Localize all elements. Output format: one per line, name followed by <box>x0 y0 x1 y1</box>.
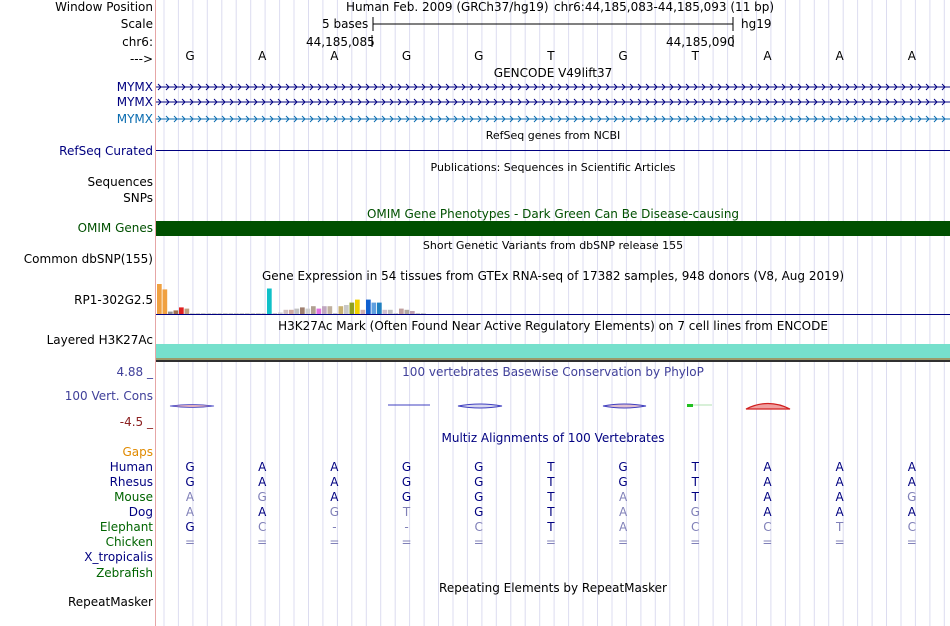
gtex-tissue-bar <box>273 313 278 314</box>
multiz-base: = <box>762 535 773 549</box>
multiz-base: A <box>330 460 339 474</box>
multiz-base: A <box>763 460 772 474</box>
multiz-title[interactable]: Multiz Alignments of 100 Vertebrates <box>441 431 665 445</box>
publications-label-snps[interactable]: SNPs <box>123 191 153 205</box>
multiz-base: G <box>257 490 267 504</box>
multiz-base: G <box>618 475 628 489</box>
multiz-base: T <box>547 460 555 474</box>
gtex-label[interactable]: RP1-302G2.5 <box>74 293 153 307</box>
multiz-base: G <box>329 505 340 519</box>
gtex-tissue-bar <box>201 313 206 314</box>
multiz-species-label[interactable]: Human <box>109 460 153 474</box>
multiz-base: A <box>258 505 267 519</box>
multiz-species-label[interactable]: Dog <box>128 505 153 519</box>
gtex-tissue-bar <box>179 307 184 314</box>
position-text[interactable]: chr6:44,185,083-44,185,093 (11 bp) <box>554 0 775 14</box>
gtex-tissue-bar <box>372 303 377 314</box>
multiz-base: G <box>474 490 484 504</box>
multiz-base: = <box>690 535 701 549</box>
ruler-base: A <box>763 49 772 63</box>
ruler-base: G <box>618 49 628 63</box>
gtex-tissue-bar <box>262 313 267 314</box>
h3k27ac-label[interactable]: Layered H3K27Ac <box>46 333 153 347</box>
gtex-tissue-bar <box>399 309 404 314</box>
gtex-tissue-bar <box>361 310 366 314</box>
multiz-base: = <box>473 535 484 549</box>
ruler-base: G <box>401 49 412 63</box>
multiz-base: G <box>618 460 628 474</box>
gtex-tissue-bar <box>355 300 360 314</box>
gtex-tissue-bar <box>196 313 201 314</box>
multiz-base: A <box>763 475 772 489</box>
multiz-base: A <box>907 475 916 489</box>
ruler-base: T <box>547 49 555 63</box>
phylop-max-label: 4.88 _ <box>116 365 153 379</box>
multiz-base: = <box>906 535 917 549</box>
ruler-base: A <box>907 49 916 63</box>
gtex-bar-chart[interactable] <box>156 284 950 316</box>
gtex-tissue-bar <box>218 313 223 314</box>
gtex-tissue-bar <box>234 313 239 314</box>
gtex-tissue-bar <box>223 313 228 314</box>
multiz-base: = <box>618 535 629 549</box>
multiz-base: G <box>185 520 195 534</box>
gtex-tissue-bar <box>328 306 333 314</box>
multiz-base: T <box>547 505 555 519</box>
gtex-tissue-bar <box>185 309 190 314</box>
publications-label-sequences[interactable]: Sequences <box>87 175 153 189</box>
gtex-tissue-bar <box>322 306 327 314</box>
scale-label: Scale <box>120 17 153 31</box>
gencode-label-3[interactable]: MYMX <box>116 112 153 126</box>
multiz-base: T <box>835 520 844 534</box>
gtex-tissue-bar <box>421 313 426 314</box>
multiz-base: A <box>258 460 267 474</box>
ruler-base: G <box>474 49 484 63</box>
multiz-base: A <box>763 490 772 504</box>
gtex-tissue-bar <box>377 303 382 314</box>
gtex-tissue-bar <box>339 306 344 314</box>
ruler-base: G <box>185 49 195 63</box>
multiz-base: G <box>690 505 700 519</box>
assembly-short-label: hg19 <box>741 17 772 31</box>
gtex-tissue-bar <box>344 305 349 314</box>
multiz-base: A <box>330 490 339 504</box>
multiz-base: = <box>184 535 196 549</box>
multiz-base: = <box>257 535 268 549</box>
gencode-label-1[interactable]: MYMX <box>116 80 153 94</box>
ruler-base: A <box>330 49 339 63</box>
dbsnp-title[interactable]: Short Genetic Variants from dbSNP release 155 <box>422 239 684 252</box>
multiz-base: A <box>835 490 844 504</box>
gtex-tissue-bar <box>405 310 410 314</box>
gtex-tissue-bar <box>229 313 234 314</box>
multiz-base: A <box>618 505 628 519</box>
gtex-tissue-bar <box>317 309 322 314</box>
gtex-tissue-bar <box>168 312 173 314</box>
multiz-base: A <box>185 505 195 519</box>
multiz-base: C <box>257 520 267 534</box>
gtex-tissue-bar <box>410 311 415 314</box>
multiz-base: T <box>691 460 699 474</box>
multiz-base: T <box>691 490 699 504</box>
coord-right: 44,185,090 <box>666 35 735 49</box>
refseq-title[interactable]: RefSeq genes from NCBI <box>485 129 621 142</box>
multiz-base: = <box>834 535 845 549</box>
multiz-species-label[interactable]: Elephant <box>99 520 153 534</box>
multiz-base: A <box>763 505 772 519</box>
multiz-base: G <box>474 460 484 474</box>
gtex-tissue-bar <box>190 313 195 314</box>
gtex-tissue-bar <box>240 313 245 314</box>
gtex-tissue-bar <box>311 306 316 314</box>
multiz-base: G <box>185 475 195 489</box>
multiz-base: G <box>401 490 412 504</box>
gtex-tissue-bar <box>366 300 371 314</box>
gtex-tissue-bar <box>306 309 311 314</box>
gtex-tissue-bar <box>383 310 388 314</box>
gtex-title[interactable]: Gene Expression in 54 tissues from GTEx RNA-seq of 17382 samples, 948 donors (V8, Aug 2019) <box>261 269 845 283</box>
multiz-base: A <box>907 460 916 474</box>
multiz-species-label[interactable]: Mouse <box>114 490 153 504</box>
gencode-transcript-1 <box>156 84 950 90</box>
multiz-base: T <box>547 475 555 489</box>
gencode-label-2[interactable]: MYMX <box>116 95 153 109</box>
h3k27ac-baseline-dark <box>156 360 950 362</box>
multiz-species-label[interactable]: Chicken <box>105 535 153 549</box>
gtex-tissue-bar <box>157 284 162 314</box>
gtex-tissue-bar <box>278 313 283 315</box>
gtex-tissue-bar <box>284 310 289 314</box>
multiz-base: A <box>835 475 844 489</box>
omim-label[interactable]: OMIM Genes <box>77 221 153 235</box>
gtex-tissue-bar <box>350 303 355 314</box>
multiz-base: = <box>329 535 340 549</box>
multiz-base: = <box>545 535 556 549</box>
gtex-tissue-bar <box>174 310 179 314</box>
multiz-base: A <box>330 475 339 489</box>
gtex-tissue-bar <box>333 313 338 314</box>
h3k27ac-title[interactable]: H3K27Ac Mark (Often Found Near Active Regulatory Elements) on 7 cell lines from ENCODE <box>278 319 828 333</box>
ruler-base: A <box>258 49 267 63</box>
multiz-species-label[interactable]: Zebrafish <box>96 566 153 580</box>
phylop-title[interactable]: 100 vertebrates Basewise Conservation by PhyloP <box>402 365 704 379</box>
gtex-tissue-bar <box>267 289 272 315</box>
coord-left: 44,185,085 <box>306 35 375 49</box>
multiz-base: A <box>618 520 628 534</box>
gtex-tissue-bar <box>289 310 294 314</box>
multiz-base: A <box>258 475 267 489</box>
multiz-base: T <box>547 520 555 534</box>
refseq-gene-line[interactable] <box>156 150 950 151</box>
multiz-base: G <box>401 475 412 489</box>
multiz-base: T <box>547 490 555 504</box>
multiz-base: C <box>907 520 916 534</box>
gtex-tissue-bar <box>295 309 300 314</box>
gtex-tissue-bar <box>163 289 168 314</box>
refseq-label[interactable]: RefSeq Curated <box>59 144 153 158</box>
multiz-base: - <box>332 520 337 534</box>
gtex-tissue-bar <box>251 313 256 314</box>
multiz-base: - <box>404 520 409 534</box>
assembly-text: Human Feb. 2009 (GRCh37/hg19) <box>346 0 549 14</box>
ruler-base: A <box>835 49 844 63</box>
phylop-conservation-plot[interactable] <box>156 395 950 419</box>
gtex-tissue-bar <box>245 313 250 314</box>
multiz-base: A <box>618 490 628 504</box>
h3k27ac-signal[interactable] <box>156 344 950 358</box>
omim-title[interactable]: OMIM Gene Phenotypes - Dark Green Can Be Disease-causing <box>366 207 740 221</box>
strand-label: ---> <box>129 52 153 66</box>
multiz-base: A <box>835 505 844 519</box>
gencode-transcript-2 <box>156 99 950 105</box>
gencode-transcript-3 <box>156 116 950 122</box>
window-position-label: Window Position <box>55 0 153 14</box>
multiz-base: C <box>474 520 483 534</box>
gtex-tissue-bar <box>207 313 212 314</box>
multiz-base: C <box>691 520 700 534</box>
scale-text: 5 bases <box>322 17 369 31</box>
multiz-base: A <box>185 490 195 504</box>
multiz-base: A <box>907 505 916 519</box>
gtex-tissue-bar <box>212 313 217 314</box>
multiz-base: = <box>401 535 412 549</box>
multiz-base: G <box>474 475 484 489</box>
repeatmasker-title[interactable]: Repeating Elements by RepeatMasker <box>439 581 667 595</box>
chrom-label: chr6: <box>122 35 153 49</box>
multiz-species-label[interactable]: Rhesus <box>109 475 153 489</box>
dbsnp-label[interactable]: Common dbSNP(155) <box>23 252 153 266</box>
gtex-tissue-bar <box>256 313 261 314</box>
repeatmasker-label[interactable]: RepeatMasker <box>67 595 153 609</box>
multiz-base: G <box>474 505 484 519</box>
multiz-species-label[interactable]: X_tropicalis <box>84 550 153 564</box>
multiz-base: T <box>691 475 699 489</box>
gtex-tissue-bar <box>300 307 305 314</box>
multiz-base: G <box>185 460 195 474</box>
multiz-base: G <box>401 460 412 474</box>
ruler-base: T <box>691 49 699 63</box>
gtex-tissue-bar <box>416 313 421 314</box>
gencode-title[interactable]: GENCODE V49lift37 <box>493 66 613 80</box>
multiz-base: T <box>402 505 411 519</box>
phylop-min-label: -4.5 _ <box>119 415 153 429</box>
multiz-base: A <box>835 460 844 474</box>
multiz-base: C <box>763 520 772 534</box>
publications-title[interactable]: Publications: Sequences in Scientific Articles <box>430 161 676 174</box>
omim-phenotype-bar[interactable] <box>156 221 950 236</box>
multiz-gaps-label[interactable]: Gaps <box>122 445 153 459</box>
phylop-label[interactable]: 100 Vert. Cons <box>64 389 153 403</box>
multiz-base: G <box>907 490 917 504</box>
gtex-tissue-bar <box>394 313 399 314</box>
gencode-transcripts[interactable] <box>156 80 950 126</box>
gtex-tissue-bar <box>388 310 393 314</box>
